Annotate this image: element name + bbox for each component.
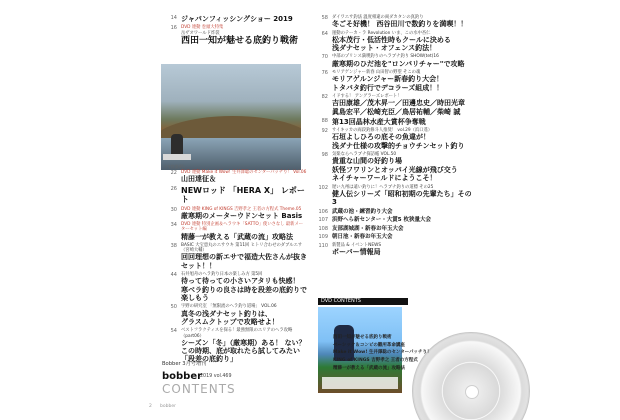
entry-title: ジャパンフィッシングショー 2019 [181, 15, 293, 23]
page-number: 64 [321, 30, 328, 37]
page-number: 108 [318, 225, 328, 232]
toc-left-lower [165, 170, 307, 366]
page-number: 30 [170, 206, 177, 213]
entry-title: 友部湖城湖・新春お年玉大会 [332, 225, 404, 232]
entry-title: 妖怪フワリンとオッパイ光線が飛び交う [332, 165, 458, 174]
toc-entry [316, 31, 476, 53]
hero-photo [161, 64, 301, 170]
page-number: 50 [170, 304, 177, 311]
entry-sub: サイキッカの両段釣修斗人推奨！ vol.29（浜口遥） [332, 128, 433, 134]
entry-sub: DVD 連動 Make it Wow! 生井澤聡のセンターパッチり！ Vol.06 [181, 170, 307, 175]
page-number: 26 [170, 185, 177, 192]
page-number: 16 [170, 25, 177, 32]
toc-entry [316, 185, 476, 207]
page-number: 107 [318, 217, 328, 224]
magazine-note: Bobber 3月号増刊 [162, 361, 207, 367]
entry-sub: DVD 連動 KING of KINGS 吉野孝之 王者の方程式 Theme.05 [181, 206, 302, 212]
footer-brand: bobber [160, 404, 176, 409]
dvd-item: Make it Wow! 生井澤聡のセンターパッチり！ [333, 350, 432, 356]
toc-entry [316, 15, 476, 29]
toc-entry [165, 243, 307, 270]
entry-title: シーズン「冬」（厳寒期）ある！ ない？ [181, 338, 306, 347]
toc-right-column [316, 15, 476, 258]
page-number: 98 [321, 152, 328, 159]
dvd-contents-list [333, 334, 445, 372]
page-number: 102 [318, 184, 328, 191]
entry-title: 貴重な山間の好釣り場 [332, 157, 402, 166]
entry-title: 精藤一が教える「武蔵の流」攻略法 [181, 232, 293, 241]
entry-sub: ダイワエサ釣法 温度相違の両ダカタンの真釣り [332, 15, 424, 20]
entry-sub: DVD 連動 特別企画＆ヘラウキ「SATTO」使いさなし 最新メーターセット編 [181, 222, 304, 233]
page-number: 44 [170, 272, 177, 279]
dock [163, 154, 191, 160]
entry-title: 浅ダナセット・オフェンス釣法！ [332, 44, 437, 53]
page-number: 70 [321, 54, 328, 61]
entry-sub: 運動のテーカ・ラ Revolution いま、この水中杏仁 [332, 30, 431, 36]
toc-entry [316, 226, 476, 233]
entry-title: ボーバー情報局 [332, 248, 381, 257]
entry-title: ネイチャーワールドにようこそ！ [332, 174, 437, 183]
page-number: 22 [170, 170, 177, 176]
entry-title: 寒ベラ釣りの良さは時を段差の底釣りで楽しもう [181, 285, 307, 303]
brand-logo: bobber [162, 371, 203, 382]
toc-entry [165, 304, 307, 326]
page-number: 92 [321, 128, 328, 135]
toc-entry [165, 186, 307, 205]
entry-title: 健人伝シリーズ「昭和初期の先輩たち」その3 [332, 189, 472, 207]
page-number: 14 [170, 15, 177, 21]
toc-entry [165, 222, 307, 241]
dvd-contents-header: DVD CONTENTS [318, 298, 408, 305]
toc-entry [165, 328, 307, 363]
toc-entry [165, 25, 305, 46]
toc-entry [316, 118, 476, 126]
entry-sub: ベストフラクティスを探る！最強無限のエリアのヘラ攻略（part06） [181, 328, 293, 339]
entry-title: 石垣よしひろの底その魚違が！ [332, 133, 430, 142]
entry-sub: 岳ザオワールド炸裂 [181, 30, 220, 36]
photo-caption: （内容説明） [162, 164, 188, 169]
entry-sub: 遅い九州は遠い釣りに！ヘラブナ釣りの道標 その25 [332, 184, 434, 190]
entry-sub: 宇野の研究室 「無限流のヘラ釣り道場」 VOL.06 [181, 304, 277, 310]
page-number: 38 [170, 242, 177, 249]
entry-title: NEWロッド 「HERA X」 レポート [181, 185, 305, 205]
toc-entry [165, 272, 307, 302]
entry-sub: 石井旭舟のヘラ釣り日本の楽しみ方 第5回 [181, 272, 263, 278]
entry-title: 冬ごそ好機！ 西谷田川で数釣りを満喫！！ [332, 20, 468, 29]
toc-entry [316, 243, 476, 257]
toc-entry [316, 94, 476, 116]
page-number: 34 [170, 222, 177, 229]
page-number: 54 [170, 328, 177, 335]
entry-title: 眞島宏平／松崎充臣／鳥居祐輔／柴崎 誠 [332, 107, 461, 116]
page-number: 58 [321, 15, 328, 21]
toc-entry [165, 170, 307, 184]
toc-left-column [165, 15, 305, 49]
toc-entry [316, 234, 476, 241]
entry-title: 待って待っての小さいアタリも快感！ [181, 277, 300, 286]
angler-figure [171, 134, 183, 156]
entry-title: 厳寒期のひだ池を"ロンバリチャー"で攻略 [332, 59, 465, 68]
page-number: 82 [321, 93, 328, 100]
entry-sub: 気楽ならヘラブナ探訪帳 VOL.50 [332, 152, 397, 158]
entry-title: 吉田康雄／茂木昇一／田邊忠史／時田光章 [332, 99, 465, 108]
entry-title: 第13回晶林水産大賞杯争奪戦 [332, 117, 426, 126]
page-number: 109 [318, 234, 328, 241]
dvd-item: ベーシック＆コンピの難所革命講座 [333, 342, 405, 348]
page-number: 106 [318, 208, 328, 215]
entry-sub: イドする！ アングラーズレポート！ [332, 93, 402, 99]
toc-entry [316, 152, 476, 182]
page-number: 110 [318, 242, 328, 249]
entry-title: 武蔵の池・練習釣り大会 [332, 208, 393, 215]
contents-title: CONTENTS [162, 382, 236, 396]
cover-caption-bar [322, 377, 398, 389]
entry-title: 回回理想の新エサで福造大佐さんが抜きセット！！ [181, 253, 307, 270]
entry-title: 浅ダナ仕様の攻撃的チョウチンセット釣り [332, 141, 465, 150]
entry-sub: 新製品 & イベントNEWS [332, 242, 382, 248]
entry-sub: モリアゲンジャー新春 山田智の野望 そこの魂 [332, 70, 421, 76]
dvd-item: KING of KINGS 吉野孝之 王者の方程式 [333, 357, 418, 363]
entry-title: 西田一知が魅せる底釣り戦術 [181, 35, 299, 46]
entry-title: グラスムクトップで攻略せよ！ [181, 317, 279, 326]
toc-entry [316, 54, 476, 68]
toc-entry [165, 207, 307, 221]
disc-hole [465, 385, 479, 399]
entry-title: モリアゲルンジャー新春釣り大会！ [332, 75, 444, 84]
page-number: 2 [149, 404, 152, 409]
entry-sub: 中部のプリンス満喫釣りのヘラブナ釣り SHOW(tet)16 [332, 54, 439, 60]
entry-title: 真冬の浅ダナセット釣りは、 [181, 309, 272, 318]
entry-title: 朝日池・新春お年玉大会 [332, 234, 393, 241]
toc-entry [316, 70, 476, 92]
entry-title: 松本茂行・低活性時もクールに決める [332, 35, 451, 44]
entry-title: この時期、底が取れたら試してみたい「段差の底釣り」 [181, 347, 300, 364]
toc-entry [165, 15, 305, 23]
toc-entry [316, 209, 476, 216]
entry-title: トタバタ釣行でデコラーズ組成！！ [332, 83, 444, 92]
entry-title: 山田達征＆ [181, 175, 216, 184]
toc-entry [316, 217, 476, 224]
dvd-item: 西田一知が魅せる底釣り戦術 [333, 335, 392, 340]
entry-sub: DVD 連動 巻頭大特集 [181, 25, 224, 31]
entry-title: 浜野へら新センター・大賞5 枚狭量大会 [332, 217, 432, 224]
toc-entry [316, 128, 476, 150]
entry-sub: BASIC 大宝恵丸のエサウキ 第11回 ヒトリ合わせのダブルエサ（宮崎大輔） [181, 242, 303, 254]
page-number: 76 [321, 70, 328, 77]
issue-number: 2019 vol.469 [200, 374, 232, 379]
dvd-item: 精藤一が教える「武蔵の流」攻略法 [333, 365, 405, 371]
entry-title: 厳寒期のメーターウドンセット Basis [181, 211, 303, 220]
page-number: 88 [321, 117, 328, 124]
